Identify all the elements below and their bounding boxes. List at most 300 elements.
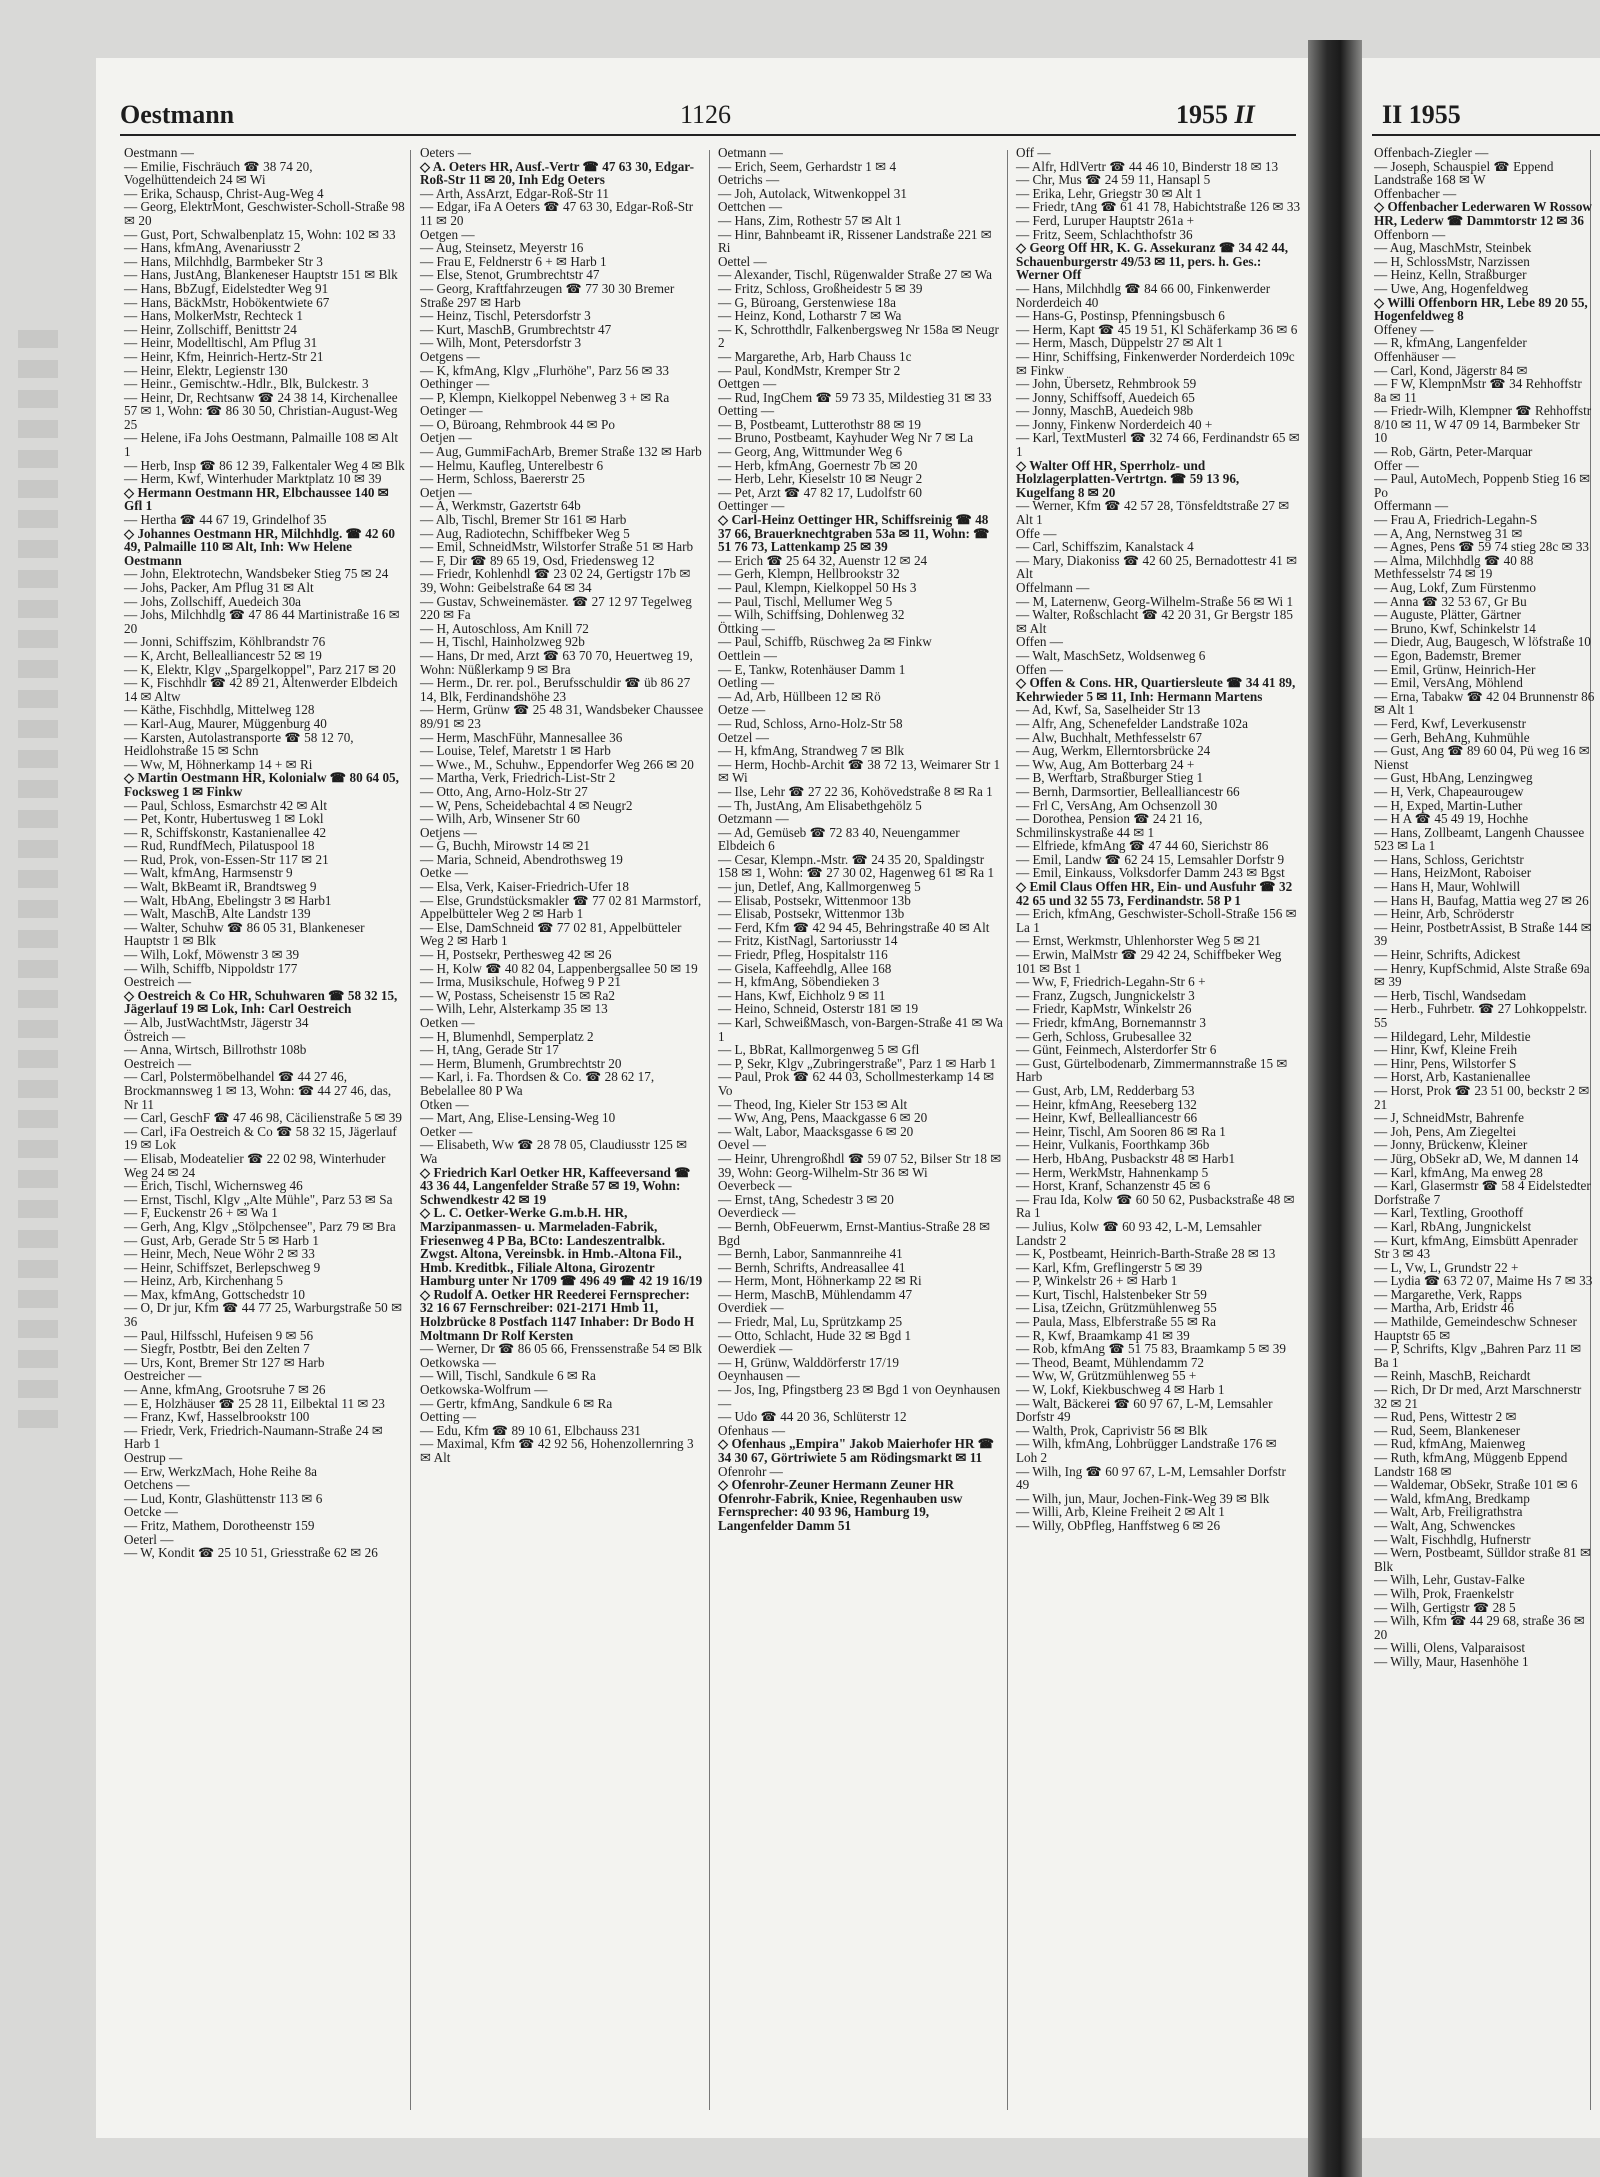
directory-entry: Oettchen — <box>718 199 783 215</box>
directory-entry: — Hans, Dr med, Arzt ☎ 63 70 70, Heuertweg 19, Wohn: Nüßlerkamp 9 ✉ Bra <box>420 647 693 677</box>
directory-entry: Oeterl — <box>124 1531 174 1547</box>
directory-entry: — Johs, Milchhdlg ☎ 47 86 44 Martinistraße 16 ✉ 20 <box>124 607 400 636</box>
directory-entry: Oetting — <box>718 403 775 419</box>
directory-entry: — Ilse, Lehr ☎ 27 22 36, Kohövedstraße 8 ✉ Ra 1 <box>718 783 993 799</box>
directory-entry: — Walt, HbAng, Ebelingstr 3 ✉ Harb1 <box>124 892 332 908</box>
book-binding-gutter <box>1308 40 1362 2177</box>
directory-entry: — Paul, Klempn, Kielkoppel 50 Hs 3 <box>718 580 917 595</box>
directory-entry: — L, BbRat, Kallmorgenweg 5 ✉ Gfl <box>718 1042 920 1058</box>
directory-entry: — Friedr, tAng ☎ 61 41 78, Habichtstraße 126 ✉ 33 <box>1016 199 1301 215</box>
directory-entry: — Frl C, VersAng, Am Ochsenzoll 30 <box>1016 797 1218 813</box>
directory-entry: — Heinz, Kelln, Straßburger <box>1374 267 1527 283</box>
directory-entry: — Walth, Prok, Caprivistr 56 ✉ Blk <box>1016 1422 1208 1438</box>
directory-entry: — Louise, Telef, Maretstr 1 ✉ Harb <box>420 743 611 759</box>
directory-entry: ◇ Oestreich & Co HR, Schuhwaren ☎ 58 32 15, Jägerlauf 19 ✉ Lok, Inh: Carl Oestreich <box>124 987 398 1017</box>
directory-entry: — Aug, GummiFachArb, Bremer Straße 132 ✉ Harb <box>420 444 702 460</box>
directory-entry: — Julius, Kolw ☎ 60 93 42, L-M, Lemsahler Landstr 2 <box>1016 1218 1262 1248</box>
directory-entry: Offenbacher — <box>1374 185 1457 201</box>
directory-entry: — Wilh, Lokf, Möwenstr 3 ✉ 39 <box>124 947 300 963</box>
directory-entry: — Ww, W, Grützmühlenweg 55 + <box>1016 1368 1197 1384</box>
directory-entry: — Lisa, tZeichn, Grützmühlenweg 55 <box>1016 1300 1217 1316</box>
directory-entry: — Mathilde, Gemeindeschw Schneser Hauptstr 65 ✉ <box>1374 1314 1577 1343</box>
directory-entry: — Gust, Arb, Gerade Str 5 ✉ Harb 1 <box>124 1232 319 1248</box>
directory-entry: — Bernh, ObFeuerwm, Ernst-Mantius-Straße 28 ✉ Bgd <box>718 1218 991 1248</box>
directory-entry: — Ww, F, Friedrich-Legahn-Str 6 + <box>1016 974 1206 990</box>
directory-entry: — Gerh, Klempn, Hellbrookstr 32 <box>718 566 900 582</box>
directory-entry: Offenborn — <box>1374 226 1446 242</box>
directory-entry: — Friedr, KapMstr, Winkelstr 26 <box>1016 1001 1192 1017</box>
directory-entry: Offen — <box>1016 634 1063 650</box>
directory-entry: Oeverbeck — <box>718 1178 792 1194</box>
directory-entry: — Else, Grundstücksmakler ☎ 77 02 81 Marmstorf, Appelbütteler Weg 2 ✉ Harb 1 <box>420 892 702 922</box>
directory-entry: — Karl, Textling, Groothoff <box>1374 1205 1524 1221</box>
directory-entry: — Willy, ObPfleg, Hanffstweg 6 ✉ 26 <box>1016 1517 1221 1533</box>
directory-entry: — Elfriede, kfmAng ☎ 47 44 60, Sierichstr 86 <box>1016 838 1269 854</box>
directory-entry: — Helmu, Kaufleg, Unterelbestr 6 <box>420 457 604 473</box>
directory-entry: — Hans H, Baufag, Mattia weg 27 ✉ 26 <box>1374 892 1589 908</box>
directory-entry: — Heinr, Kwf, Bellealliancestr 66 <box>1016 1110 1198 1126</box>
directory-entry: ◇ Walter Off HR, Sperrholz- und Holzlagerplatten-Vertrtgn. ☎ 59 13 96, Kugelfang 8 ✉ 20 <box>1016 457 1240 500</box>
directory-entry: — Heinr, Zollschiff, Benittstr 24 <box>124 321 297 337</box>
directory-entry: — Carl, Kond, Jägerstr 84 ✉ <box>1374 362 1528 378</box>
directory-entry: — Paul, AutoMech, Poppenb Stieg 16 ✉ Po <box>1374 471 1591 500</box>
directory-entry: Overdiek — <box>718 1300 784 1316</box>
directory-entry: — Wilh, Schiffb, Nippoldstr 177 <box>124 960 298 976</box>
directory-entry: Oestreicher — <box>124 1368 202 1384</box>
directory-entry: — Hans, BbZugf, Eidelstedter Weg 91 <box>124 280 329 296</box>
directory-entry: — Heino, Schneid, Osterstr 181 ✉ 19 <box>718 1001 919 1017</box>
directory-entry: — Ferd, Kfm ☎ 42 94 45, Behringstraße 40 ✉ Alt <box>718 919 990 935</box>
directory-entry: — Wilh, Arb, Winsener Str 60 <box>420 811 580 827</box>
directory-entry: Oetling — <box>718 675 775 691</box>
directory-entry: — Walt, MaschB, Alte Landstr 139 <box>124 906 311 922</box>
directory-entry: Ofenrohr — <box>718 1463 783 1479</box>
directory-entry: Oeynhausen — <box>718 1368 800 1384</box>
directory-entry: — Frau Ida, Kolw ☎ 60 50 62, Pusbackstraße 48 ✉ Ra 1 <box>1016 1191 1295 1221</box>
directory-entry: — Hinr, Kwf, Kleine Freih <box>1374 1042 1518 1058</box>
directory-entry: — A, Werkmstr, Gazertstr 64b <box>420 498 581 514</box>
directory-entry: — Heinr, Kfm, Heinrich-Hertz-Str 21 <box>124 348 324 364</box>
directory-entry: — Heinr, Mech, Neue Wöhr 2 ✉ 33 <box>124 1246 315 1262</box>
directory-entry: — Wilh, kfmAng, Lohbrügger Landstraße 176 ✉ Loh 2 <box>1016 1436 1277 1465</box>
directory-entry: — Lydia ☎ 63 72 07, Maime Hs 7 ✉ 33 <box>1374 1273 1593 1289</box>
directory-entry: — Erika, Schausp, Christ-Aug-Weg 4 <box>124 185 324 201</box>
directory-entry: — Erwin, MalMstr ☎ 29 42 24, Schiffbeker Weg 101 ✉ Bst 1 <box>1016 947 1282 976</box>
directory-entry: — Walt, Fischhdlg, Hufnerstr <box>1374 1531 1531 1547</box>
directory-entry: — Henry, KupfSchmid, Alste Straße 69a ✉ 39 <box>1374 960 1590 990</box>
directory-entry: — O, Dr jur, Kfm ☎ 44 77 25, Warburgstraße 50 ✉ 36 <box>124 1300 403 1330</box>
directory-entry: Oestmann — <box>124 145 194 160</box>
directory-entry: — Franz, Kwf, Hasselbrookstr 100 <box>124 1409 310 1425</box>
directory-entry: Offelmann — <box>1016 580 1090 595</box>
directory-entry: Östreich — <box>124 1028 186 1044</box>
directory-entry: — Ad, Kwf, Sa, Saselheider Str 13 <box>1016 702 1201 718</box>
directory-entry: — Mary, Diakoniss ☎ 42 60 25, Bernadottestr 41 ✉ Alt <box>1016 552 1298 582</box>
directory-entry: — Horst, Kranf, Schanzenstr 45 ✉ 6 <box>1016 1178 1211 1194</box>
directory-entry: — Heinr, Tischl, Am Sooren 86 ✉ Ra 1 <box>1016 1123 1226 1139</box>
directory-entry: — Hans H, Maur, Wohlwill <box>1374 879 1521 895</box>
directory-entry: — Aug, MaschMstr, Steinbek <box>1374 240 1532 256</box>
directory-entry: — Alfr, HdlVertr ☎ 44 46 10, Binderstr 18 ✉ 13 <box>1016 158 1279 174</box>
directory-entry: — Ruth, kfmAng, Müggenb Eppend Landstr 168 ✉ <box>1374 1450 1568 1479</box>
directory-entry: ◇ Ofenrohr-Zeuner Hermann Zeuner HR Ofenrohr-Fabrik, Kniee, Regenhauben usw Fernsprecher: 40 93 96, Hamburg 19, Langenfelder Damm 51 <box>718 1477 963 1533</box>
directory-entry: — Ww, M, Höhnerkamp 14 + ✉ Ri <box>124 756 313 772</box>
directory-entry: — Wern, Postbeamt, Sülldor straße 81 ✉ Blk <box>1374 1545 1592 1574</box>
directory-entry: — Gust, Gürtelbodenarb, Zimmermannstraße 15 ✉ Harb <box>1016 1055 1288 1085</box>
directory-entry: — W, Kondit ☎ 25 10 51, Griesstraße 62 ✉ 26 <box>124 1545 378 1561</box>
directory-entry: — Jos, Ing, Pfingstberg 23 ✉ Bgd 1 von Oeynhausen — <box>718 1382 1001 1411</box>
directory-entry: — R, kfmAng, Langenfelder <box>1374 335 1527 351</box>
directory-entry: — Heinr, PostbetrAssist, B Straße 144 ✉ 39 <box>1374 919 1592 949</box>
directory-entry: — Willi, Olens, Valparaisost <box>1374 1640 1525 1656</box>
directory-entry: — Herb, Lehr, Kieselstr 10 ✉ Neugr 2 <box>718 471 923 487</box>
directory-entry: — Georg, ElektrMont, Geschwister-Scholl-Straße 98 ✉ 20 <box>124 199 405 228</box>
directory-entry: — Bernh, Labor, Sanmannreihe 41 <box>718 1246 903 1262</box>
directory-entry: — K, Schrotthdlr, Falkenbergsweg Nr 158a ✉ Neugr 2 <box>718 321 999 351</box>
directory-entry: — K, Archt, Bellealliancestr 52 ✉ 19 <box>124 647 322 663</box>
directory-entry: — Maximal, Kfm ☎ 42 92 56, Hohenzollernring 3 ✉ Alt <box>420 1436 694 1465</box>
directory-entry: — F W, KlempnMstr ☎ 34 Rehhoffstr 8a ✉ 11 <box>1374 376 1582 405</box>
directory-entry: — Joseph, Schauspiel ☎ Eppend Landstraße 168 ✉ W <box>1374 158 1554 188</box>
directory-entry: — Karl, i. Fa. Thordsen & Co. ☎ 28 62 17, Bebelallee 80 P Wa <box>420 1069 655 1098</box>
directory-entry: — Rud, Schloss, Arno-Holz-Str 58 <box>718 715 903 731</box>
directory-entry: Oetken — <box>420 1015 475 1030</box>
directory-entry: — Rud, Seem, Blankeneser <box>1374 1422 1521 1438</box>
directory-entry: Oetgen — <box>420 226 475 242</box>
directory-entry: — Walt, Ang, Schwenckes <box>1374 1517 1516 1533</box>
directory-entry: — Walt, Arb, Freiligrathstra <box>1374 1504 1523 1520</box>
directory-entry: — Martha, Arb, Eridstr 46 <box>1374 1300 1514 1316</box>
directory-entry: — Joh, Pens, Am Ziegeltei <box>1374 1123 1517 1139</box>
directory-entry: ◇ Offenbacher Lederwaren W Rossow HR, Lederw ☎ Dammtorstr 12 ✉ 36 <box>1374 199 1592 228</box>
directory-entry: Oestreich — <box>124 1055 192 1071</box>
directory-entry: — Chr, Mus ☎ 24 59 11, Hansapl 5 <box>1016 172 1211 188</box>
directory-entry: — Herm, Schloss, Baererstr 25 <box>420 471 585 487</box>
directory-entry: — Rich, Dr Dr med, Arzt Marschnerstr 32 ✉ 21 <box>1374 1382 1582 1411</box>
directory-entry: — Alfr, Ang, Schenefelder Landstraße 102a <box>1016 715 1249 731</box>
directory-entry: — Ferd, Kwf, Leverkusenstr <box>1374 715 1526 731</box>
directory-entry: — Aug, Radiotechn, Schiffbeker Weg 5 <box>420 525 630 541</box>
directory-entry: — Will, Tischl, Sandkule 6 ✉ Ra <box>420 1368 596 1384</box>
directory-entry: — Elisab, Modeatelier ☎ 22 02 98, Winterhuder Weg 24 ✉ 24 <box>124 1150 386 1180</box>
directory-entry: — Wilh, Gertigstr ☎ 28 5 <box>1374 1599 1516 1615</box>
directory-entry: Oetker — <box>420 1123 473 1139</box>
directory-entry: — H, kfmAng, Strandweg 7 ✉ Blk <box>718 743 905 759</box>
directory-entry: ◇ Carl-Heinz Oettinger HR, Schiffsreinig ☎ 48 37 66, Brauerknechtgraben 53a ✉ 11, Wohn: ☎ 51 76 73, Lattenkamp 25 ✉ 39 <box>718 512 990 555</box>
directory-entry: Oetkowska — <box>420 1354 496 1370</box>
directory-entry: — Emil, VersAng, Möhlend <box>1374 675 1523 691</box>
directory-entry: — Walt, Labor, Maacksgasse 6 ✉ 20 <box>718 1123 914 1139</box>
directory-entry: — Herm, Blumenh, Grumbrechtstr 20 <box>420 1055 622 1071</box>
directory-entry: Oethinger — <box>420 376 490 392</box>
directory-entry: — Margarethe, Verk, Rapps <box>1374 1286 1522 1302</box>
directory-entry: — Walter, Roßschlacht ☎ 42 20 31, Gr Bergstr 185 ✉ Alt <box>1016 607 1293 636</box>
directory-entry: — Paul, KondMstr, Kremper Str 2 <box>718 362 901 378</box>
directory-entry: — Karl, Kfm, Greflingerstr 5 ✉ 39 <box>1016 1259 1203 1275</box>
directory-entry: Oetchens — <box>124 1477 190 1493</box>
directory-entry: — Joh, Autolack, Witwenkoppel 31 <box>718 185 907 201</box>
directory-entry: Offenbach-Ziegler — <box>1374 146 1489 160</box>
directory-entry: — Walt, MaschSetz, Woldsenweg 6 <box>1016 647 1206 663</box>
directory-entry: — Bruno, Postbeamt, Kayhuder Weg Nr 7 ✉ La <box>718 430 974 446</box>
directory-entry: — Wilh, Lehr, Alsterkamp 35 ✉ 13 <box>420 1001 608 1017</box>
directory-entry: — P, Klempn, Kielkoppel Nebenweg 3 + ✉ Ra <box>420 389 670 405</box>
directory-entry: — Günt, Feinmech, Alsterdorfer Str 6 <box>1016 1042 1217 1058</box>
directory-entry: — Bernh, Schrifts, Andreasallee 41 <box>718 1259 906 1275</box>
directory-entry: — Waldemar, ObSekr, Straße 101 ✉ 6 <box>1374 1477 1578 1493</box>
directory-entry: ◇ Hermann Oestmann HR, Elbchaussee 140 ✉ Gfl 1 <box>124 484 389 514</box>
directory-entry: — Dorothea, Pension ☎ 24 21 16, Schmilinskystraße 44 ✉ 1 <box>1016 811 1203 840</box>
directory-entry: — Alb, JustWachtMstr, Jägerstr 34 <box>124 1015 309 1030</box>
directory-entry: — E, Holzhäuser ☎ 25 28 11, Eilbektal 11 ✉ 23 <box>124 1395 385 1411</box>
directory-entry: — Gertr, kfmAng, Sandkule 6 ✉ Ra <box>420 1395 613 1411</box>
directory-entry: — Hinr, Schiffsing, Finkenwerder Norderdeich 109c ✉ Finkw <box>1016 348 1295 378</box>
directory-entry: — Emil, Grünw, Heinrich-Her <box>1374 661 1536 677</box>
directory-entry: — Paula, Mass, Elbferstraße 55 ✉ Ra <box>1016 1314 1217 1330</box>
adjacent-header-rule <box>1372 134 1600 136</box>
directory-entry: — Herm, MaschB, Mühlendamm 47 <box>718 1286 913 1302</box>
directory-entry: — Herb, HbAng, Pusbackstr 48 ✉ Harb1 <box>1016 1150 1236 1166</box>
directory-entry: — Frau A, Friedrich-Legahn-S <box>1374 512 1538 528</box>
directory-entry: — Auguste, Plätter, Gärtner <box>1374 607 1522 623</box>
directory-entry: — Rob, kfmAng ☎ 51 75 83, Braamkamp 5 ✉ 39 <box>1016 1341 1286 1357</box>
directory-entry: Oestrup — <box>124 1450 183 1465</box>
directory-entry: — Erna, Tabakw ☎ 42 04 Brunnenstr 86 ✉ Alt 1 <box>1374 688 1595 718</box>
directory-entry: — Karl, Glasermstr ☎ 58 4 Eidelstedter Dorfstraße 7 <box>1374 1178 1591 1207</box>
directory-entry: Oetze — <box>718 702 766 718</box>
directory-entry: — Wilh, Lehr, Gustav-Falke <box>1374 1572 1525 1588</box>
directory-entry: — Erw, WerkzMach, Hohe Reihe 8a <box>124 1463 318 1479</box>
directory-entry: Oettgen — <box>718 376 777 392</box>
directory-entry: — Ernst, Werkmstr, Uhlenhorster Weg 5 ✉ 21 <box>1016 933 1261 949</box>
directory-entry: — H A ☎ 45 49 19, Hochhe <box>1374 811 1529 827</box>
directory-entry: — Herb, kfmAng, Goernestr 7b ✉ 20 <box>718 457 918 473</box>
directory-entry: — H, Blumenhdl, Semperplatz 2 <box>420 1028 594 1044</box>
directory-entry: — Hans, HeizMont, Raboiser <box>1374 865 1532 881</box>
directory-entry: — P, Sekr, Klgv „Zubringerstraße", Parz 1 ✉ Harb 1 <box>718 1055 997 1071</box>
directory-entry: Oettel — <box>718 253 767 269</box>
directory-entry: — Hildegard, Lehr, Mildestie <box>1374 1028 1531 1044</box>
directory-entry: — K, Elektr, Klgv „Spargelkoppel", Parz 217 ✉ 20 <box>124 661 396 677</box>
directory-entry: — Else, DamSchneid ☎ 77 02 81, Appelbütteler Weg 2 ✉ Harb 1 <box>420 919 682 949</box>
directory-entry: ◇ Emil Claus Offen HR, Ein- und Ausfuhr ☎ 32 42 65 und 32 55 73, Ferdinandstr. 58 P 1 <box>1016 879 1293 908</box>
directory-entry: — Rud, kfmAng, Maienweg <box>1374 1436 1526 1452</box>
directory-entry: — Walt, BkBeamt iR, Brandtsweg 9 <box>124 879 317 895</box>
directory-entry: — Theod, Beamt, Mühlendamm 72 <box>1016 1354 1205 1370</box>
directory-entry: — Heinr, Vulkanis, Foorthkamp 36b <box>1016 1137 1210 1153</box>
directory-entry: — L, Vw, L, Grundstr 22 + <box>1374 1259 1519 1275</box>
directory-entry: — Friedr, Pfleg, Hospitalstr 116 <box>718 947 888 963</box>
column-separator-2 <box>709 150 710 2110</box>
directory-entry: — Herm, Kwf, Winterhuder Marktplatz 10 ✉ 39 <box>124 471 382 487</box>
directory-entry: — Fritz, Schloss, Großheidestr 5 ✉ 39 <box>718 280 923 296</box>
directory-entry: Öttking — <box>718 620 775 636</box>
directory-entry: Offermann — <box>1374 498 1449 514</box>
directory-entry: — Hans, Milchhdlg, Barmbeker Str 3 <box>124 253 323 269</box>
directory-entry: — Egon, Bademstr, Bremer <box>1374 647 1522 663</box>
directory-entry: — Ad, Gemüseb ☎ 72 83 40, Neuengammer Elbdeich 6 <box>718 824 960 854</box>
directory-entry: Oeters — <box>420 145 471 160</box>
directory-entry: Offer — <box>1374 457 1419 473</box>
directory-entry: — Alw, Buchhalt, Methfesselstr 67 <box>1016 729 1202 745</box>
directory-entry: — H, kfmAng, Söbendieken 3 <box>718 974 880 990</box>
directory-entry: — Paul, Schloss, Esmarchstr 42 ✉ Alt <box>124 797 327 813</box>
directory-entry: — Ww, Ang, Pens, Maackgasse 6 ✉ 20 <box>718 1110 928 1126</box>
directory-entry: — Carl, GeschF ☎ 47 46 98, Cäcilienstraße 5 ✉ 39 <box>124 1110 402 1126</box>
directory-entry: — Heinr, Elektr, Legienstr 130 <box>124 362 288 378</box>
directory-entry: — Walter, Schuhw ☎ 86 05 31, Blankeneser Hauptstr 1 ✉ Blk <box>124 919 365 949</box>
directory-entry: — Ferd, Luruper Hauptstr 261a + <box>1016 212 1195 228</box>
directory-column-3 <box>718 146 1003 1533</box>
directory-entry: — Emil, Landw ☎ 62 24 15, Lemsahler Dorfstr 9 <box>1016 851 1285 867</box>
page-number: 1126 <box>680 100 732 129</box>
directory-entry: — Johs, Packer, Am Pflug 31 ✉ Alt <box>124 580 314 595</box>
directory-entry: Offen — <box>1016 661 1063 677</box>
directory-entry: — H, SchlossMstr, Narzissen <box>1374 253 1530 269</box>
directory-entry: — Alma, Milchhdlg ☎ 40 88 Methfesselstr 74 ✉ 19 <box>1374 552 1534 582</box>
directory-entry: — Horst, Prok ☎ 23 51 00, beckstr 2 ✉ 21 <box>1374 1082 1590 1112</box>
directory-entry: — Rob, Gärtn, Peter-Marquar <box>1374 444 1533 460</box>
directory-entry: — K, Fischhdlr ☎ 42 89 21, Altenwerder Elbdeich 14 ✉ Altw <box>124 675 398 704</box>
directory-entry: — Herm, WerkMstr, Hahnenkamp 5 <box>1016 1164 1209 1180</box>
directory-entry: — B, Werftarb, Straßburger Stieg 1 <box>1016 770 1204 786</box>
directory-entry: Oetke — <box>420 865 468 881</box>
directory-entry: — P, Schrifts, Klgv „Bahren Parz 11 ✉ Ba 1 <box>1374 1341 1582 1370</box>
directory-entry: — Wilh, Prok, Fraenkelstr <box>1374 1585 1514 1601</box>
directory-entry: — W, Postass, Scheisenstr 15 ✉ Ra2 <box>420 987 615 1003</box>
directory-entry: — Max, kfmAng, Gottschedstr 10 <box>124 1286 305 1302</box>
directory-entry: — H, tAng, Gerade Str 17 <box>420 1042 559 1058</box>
directory-entry: — Heinr, Schrifts, Adickest <box>1374 947 1521 963</box>
directory-entry: — Alb, Tischl, Bremer Str 161 ✉ Harb <box>420 512 627 528</box>
directory-entry: — H, Grünw, Walddörferstr 17/19 <box>718 1354 899 1370</box>
directory-entry: — Werner, Dr ☎ 86 05 66, Frenssenstraße 54 ✉ Blk <box>420 1341 703 1357</box>
directory-entry: — Heinr, Schiffszet, Berlepschweg 9 <box>124 1259 321 1275</box>
directory-entry: — Anna ☎ 32 53 67, Gr Bu <box>1374 593 1527 609</box>
directory-entry: — Emil, SchneidMstr, Wilstorfer Straße 51 ✉ Harb <box>420 539 694 555</box>
directory-entry: ◇ Rudolf A. Oetker HR Reederei Fernsprecher: 32 16 67 Fernschreiber: 021-2171 Hmb 11, Holzbrücke 8 Postfach 1147 Inhaber: Dr Bodo H Moltmann Dr Rolf Kersten <box>420 1286 695 1343</box>
directory-entry: — Hans, Zim, Rothestr 57 ✉ Alt 1 <box>718 212 902 228</box>
directory-entry: — Heinr, Dr, Rechtsanw ☎ 24 38 14, Kirchenallee 57 ✉ 1, Wohn: ☎ 86 30 50, Christian-August-Weg 25 <box>124 389 398 432</box>
column-separator-3 <box>1007 150 1008 2110</box>
directory-entry: — Erika, Lehr, Griegstr 30 ✉ Alt 1 <box>1016 185 1202 201</box>
directory-entry: — Hans, Schloss, Gerichtstr <box>1374 851 1524 867</box>
directory-entry: — Herm, Masch, Düppelstr 27 ✉ Alt 1 <box>1016 335 1224 351</box>
directory-entry: — Fritz, Mathem, Dorotheenstr 159 <box>124 1517 315 1533</box>
directory-entry: — Gerh, BehAng, Kuhmühle <box>1374 729 1530 745</box>
directory-entry: Oestreich — <box>124 974 192 990</box>
directory-entry: — Jonni, Schiffszim, Köhlbrandstr 76 <box>124 634 326 650</box>
directory-entry: — Hans, Milchhdlg ☎ 84 66 00, Finkenwerder Norderdeich 40 <box>1016 280 1271 310</box>
header-year: 1955 <box>1176 100 1228 129</box>
directory-entry: — Karl, TextMusterl ☎ 32 74 66, Ferdinandstr 65 ✉ 1 <box>1016 430 1300 460</box>
directory-entry: — Karl, kfmAng, Ma enweg 28 <box>1374 1164 1543 1180</box>
directory-entry: — Kurt, Tischl, Halstenbeker Str 59 <box>1016 1286 1207 1302</box>
directory-entry: — Elisab, Postsekr, Wittenmoor 13b <box>718 892 911 908</box>
directory-entry: — G, Buchh, Mirowstr 14 ✉ 21 <box>420 838 591 854</box>
directory-entry: — Karl, SchweißMasch, von-Bargen-Straße 41 ✉ Wa 1 <box>718 1015 1003 1044</box>
directory-entry: — Herm., Dr. rer. pol., Berufsschuldir ☎ üb 86 27 14, Blk, Ferdinandshöhe 23 <box>420 675 691 704</box>
directory-entry: — M, Laternenw, Georg-Wilhelm-Straße 56 ✉ Wi 1 <box>1016 593 1294 609</box>
directory-entry: — Paul, Prok ☎ 62 44 03, Schollmesterkamp 14 ✉ Vo <box>718 1069 995 1098</box>
directory-entry: — Frau E, Feldnerstr 6 + ✉ Harb 1 <box>420 253 607 269</box>
directory-entry: Offeney — <box>1374 321 1434 337</box>
directory-entry: — Karl, RbAng, Jungnickelst <box>1374 1218 1532 1234</box>
directory-entry: — jun, Detlef, Ang, Kallmorgenweg 5 <box>718 879 921 895</box>
directory-entry: — R, Kwf, Braamkamp 41 ✉ 39 <box>1016 1327 1190 1343</box>
directory-entry: — A, Ang, Nernstweg 31 ✉ <box>1374 525 1523 541</box>
directory-entry: — Cesar, Klempn.-Mstr. ☎ 24 35 20, Spaldingstr 158 ✉ 1, Wohn: ☎ 27 30 02, Hagenweg 61 ✉ Ra 1 <box>718 851 995 881</box>
directory-entry: — F, Euckenstr 26 + ✉ Wa 1 <box>124 1205 278 1221</box>
directory-entry: — Franz, Zugsch, Jungnickelstr 3 <box>1016 987 1195 1003</box>
directory-entry: — Edu, Kfm ☎ 89 10 61, Elbchauss 231 <box>420 1422 641 1438</box>
directory-entry: ◇ Willi Offenborn HR, Lebe 89 20 55, Hogenfeldweg 8 <box>1374 294 1588 324</box>
directory-entry: — Wwe., M., Schuhw., Eppendorfer Weg 266 ✉ 20 <box>420 756 694 772</box>
directory-entry: — W, Lokf, Kiekbuschweg 4 ✉ Harb 1 <box>1016 1382 1225 1398</box>
directory-entry: Oetmann — <box>718 145 783 160</box>
directory-entry: — Gerh, Ang, Klgv „Stölpchensee", Parz 79 ✉ Bra <box>124 1218 396 1234</box>
directory-entry: — Wilh, Mont, Petersdorfstr 3 <box>420 335 582 351</box>
directory-entry: — W, Pens, Scheidebachtal 4 ✉ Neugr2 <box>420 797 633 813</box>
directory-entry: — Hans, BäckMstr, Hobökentwiete 67 <box>124 294 330 310</box>
directory-entry: — Wilh, Schiffsing, Dohlenweg 32 <box>718 607 905 623</box>
directory-entry: ◇ Georg Off HR, K. G. Assekuranz ☎ 34 42 44, Schauenburgerstr 49/53 ✉ 11, pers. h. Ges.: Werner Off <box>1016 240 1288 283</box>
directory-entry: — Mart, Ang, Elise-Lensing-Weg 10 <box>420 1110 616 1126</box>
directory-entry: — Maria, Schneid, Abendrothsweg 19 <box>420 851 623 867</box>
directory-entry: — H, Exped, Martin-Luther <box>1374 797 1523 813</box>
directory-entry: — Else, Stenot, Grumbrechtstr 47 <box>420 267 600 283</box>
directory-entry: — Alexander, Tischl, Rügenwalder Straße 27 ✉ Wa <box>718 267 993 283</box>
directory-entry: Oevel — <box>718 1137 766 1153</box>
directory-entry: — Elisabeth, Ww ☎ 28 78 05, Claudiusstr 125 ✉ Wa <box>420 1137 688 1166</box>
directory-entry: — Horst, Arb, Kastanienallee <box>1374 1069 1531 1085</box>
directory-entry: — Carl, Schiffszim, Kanalstack 4 <box>1016 539 1194 555</box>
directory-entry: — Herm, MaschFühr, Mannesallee 36 <box>420 729 623 745</box>
directory-entry: — G, Büroang, Gerstenwiese 18a <box>718 294 896 310</box>
directory-entry: Oetrichs — <box>718 172 780 188</box>
directory-entry: — Udo ☎ 44 20 36, Schlüterstr 12 <box>718 1409 907 1425</box>
adjacent-page-header: II 1955 <box>1382 100 1461 129</box>
directory-entry: — Heinz, Arb, Kirchenhang 5 <box>124 1273 283 1289</box>
directory-entry: — Herm, Grünw ☎ 25 48 31, Wandsbeker Chaussee 89/91 ✉ 23 <box>420 702 704 731</box>
directory-entry: — Jonny, Brückenw, Kleiner <box>1374 1137 1528 1153</box>
directory-entry: — Walt, kfmAng, Harmsenstr 9 <box>124 865 293 881</box>
directory-entry: — Bernh, Darmsortier, Bellealliancestr 66 <box>1016 783 1240 799</box>
directory-entry: — Aug, Lokf, Zum Fürstenmo <box>1374 580 1536 595</box>
directory-column-5-cropped <box>1374 146 1596 1669</box>
directory-entry: — Th, JustAng, Am Elisabethgehölz 5 <box>718 797 922 813</box>
directory-entry: — Erich, Seem, Gerhardstr 1 ✉ 4 <box>718 158 897 174</box>
directory-entry: — Erich, kfmAng, Geschwister-Scholl-Straße 156 ✉ La 1 <box>1016 906 1297 935</box>
directory-entry: — Herb., Fuhrbetr. ☎ 27 Lohkoppelstr. 55 <box>1374 1001 1588 1030</box>
directory-entry: — Heinr, Arb, Schröderstr <box>1374 906 1514 922</box>
directory-entry: — Arth, AssArzt, Edgar-Roß-Str 11 <box>420 185 609 201</box>
directory-entry: — Hans, kfmAng, Avenariusstr 2 <box>124 240 301 256</box>
directory-entry: — Otto, Schlacht, Hude 32 ✉ Bgd 1 <box>718 1327 912 1343</box>
directory-column-4 <box>1016 146 1301 1533</box>
directory-entry: — Gust, Port, Schwalbenplatz 15, Wohn: 102 ✉ 33 <box>124 226 396 242</box>
directory-entry: — R, Schiffskonstr, Kastanienallee 42 <box>124 824 327 840</box>
directory-entry: — Johs, Zollschiff, Auedeich 30a <box>124 593 302 609</box>
directory-entry: — Gisela, Kaffeehdlg, Allee 168 <box>718 960 892 976</box>
directory-entry: — Herm, Mont, Höhnerkamp 22 ✉ Ri <box>718 1273 922 1289</box>
directory-entry: — Gerh, Schloss, Grubesallee 32 <box>1016 1028 1192 1044</box>
directory-entry: — John, Elektrotechn, Wandsbeker Stieg 75 ✉ 24 <box>124 566 389 582</box>
directory-entry: — Irma, Musikschule, Hofweg 9 P 21 <box>420 974 621 990</box>
directory-entry: — Gust, Ang ☎ 89 60 04, Pü weg 16 ✉ Nienst <box>1374 743 1590 772</box>
directory-entry: — O, Büroang, Rehmbrook 44 ✉ Po <box>420 416 615 432</box>
directory-entry: — Ernst, tAng, Schedestr 3 ✉ 20 <box>718 1191 894 1207</box>
